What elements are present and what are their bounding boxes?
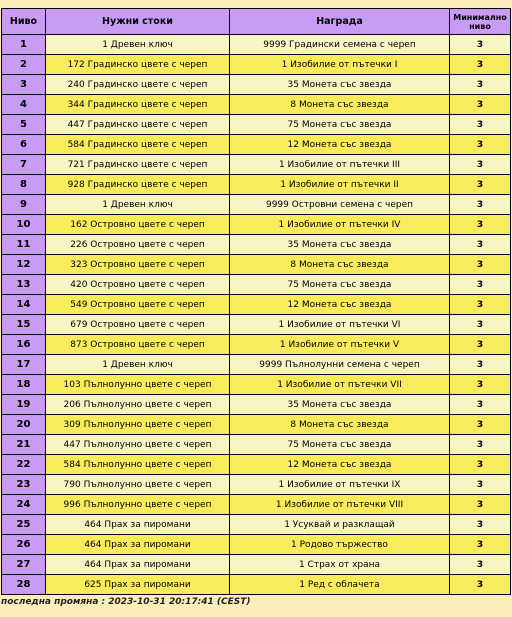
table-row — [2, 255, 511, 275]
reward-cell: 1 Изобилие от пътечки III — [230, 155, 450, 175]
table-header-row — [2, 9, 511, 35]
level-cell: 26 — [2, 535, 46, 555]
table-row — [2, 455, 511, 475]
table-row — [2, 575, 511, 595]
min-level-cell: 3 — [450, 95, 511, 115]
items-cell: 344 Градинско цвете с череп — [46, 95, 230, 115]
reward-cell: 8 Монета със звезда — [230, 95, 450, 115]
level-cell: 7 — [2, 155, 46, 175]
level-cell: 25 — [2, 515, 46, 535]
table-row — [2, 535, 511, 555]
table-row — [2, 175, 511, 195]
min-level-cell: 3 — [450, 435, 511, 455]
min-level-cell: 3 — [450, 415, 511, 435]
reward-cell: 1 Изобилие от пътечки IX — [230, 475, 450, 495]
reward-cell: 1 Изобилие от пътечки II — [230, 175, 450, 195]
min-level-cell: 3 — [450, 55, 511, 75]
table-row — [2, 135, 511, 155]
table-row — [2, 415, 511, 435]
level-cell: 13 — [2, 275, 46, 295]
min-level-cell: 3 — [450, 175, 511, 195]
level-cell: 27 — [2, 555, 46, 575]
level-cell: 24 — [2, 495, 46, 515]
items-cell: 162 Островно цвете с череп — [46, 215, 230, 235]
reward-cell: 75 Монета със звезда — [230, 275, 450, 295]
level-cell: 23 — [2, 475, 46, 495]
items-cell: 464 Прах за пиромани — [46, 535, 230, 555]
table-row — [2, 375, 511, 395]
items-cell: 226 Островно цвете с череп — [46, 235, 230, 255]
level-cell: 1 — [2, 35, 46, 55]
level-cell: 14 — [2, 295, 46, 315]
table-row — [2, 555, 511, 575]
table-row — [2, 355, 511, 375]
reward-cell: 9999 Пълнолунни семена с череп — [230, 355, 450, 375]
reward-cell: 8 Монета със звезда — [230, 415, 450, 435]
items-cell: 323 Островно цвете с череп — [46, 255, 230, 275]
min-level-cell: 3 — [450, 375, 511, 395]
min-level-cell: 3 — [450, 515, 511, 535]
table-row — [2, 215, 511, 235]
min-level-cell: 3 — [450, 75, 511, 95]
items-cell: 790 Пълнолунно цвете с череп — [46, 475, 230, 495]
level-cell: 19 — [2, 395, 46, 415]
table-row — [2, 335, 511, 355]
level-cell: 18 — [2, 375, 46, 395]
reward-cell: 1 Изобилие от пътечки VI — [230, 315, 450, 335]
table-row — [2, 55, 511, 75]
level-cell: 22 — [2, 455, 46, 475]
reward-cell: 1 Родово тържество — [230, 535, 450, 555]
items-cell: 584 Градинско цвете с череп — [46, 135, 230, 155]
reward-cell: 1 Изобилие от пътечки VII — [230, 375, 450, 395]
level-cell: 20 — [2, 415, 46, 435]
level-cell: 2 — [2, 55, 46, 75]
min-level-cell: 3 — [450, 155, 511, 175]
table-row — [2, 435, 511, 455]
items-cell: 928 Градинско цвете с череп — [46, 175, 230, 195]
table-row — [2, 275, 511, 295]
items-cell: 420 Островно цвете с череп — [46, 275, 230, 295]
items-cell: 549 Островно цвете с череп — [46, 295, 230, 315]
min-level-cell: 3 — [450, 395, 511, 415]
items-cell: 206 Пълнолунно цвете с череп — [46, 395, 230, 415]
items-cell: 447 Пълнолунно цвете с череп — [46, 435, 230, 455]
level-cell: 12 — [2, 255, 46, 275]
level-cell: 21 — [2, 435, 46, 455]
table-row — [2, 315, 511, 335]
level-cell: 10 — [2, 215, 46, 235]
min-level-cell: 3 — [450, 355, 511, 375]
min-level-cell: 3 — [450, 335, 511, 355]
reward-cell: 1 Страх от храна — [230, 555, 450, 575]
min-level-cell: 3 — [450, 535, 511, 555]
min-level-cell: 3 — [450, 115, 511, 135]
level-cell: 4 — [2, 95, 46, 115]
table-row — [2, 295, 511, 315]
items-cell: 464 Прах за пиромани — [46, 515, 230, 535]
level-cell: 16 — [2, 335, 46, 355]
table-row — [2, 35, 511, 55]
reward-cell: 1 Изобилие от пътечки VIII — [230, 495, 450, 515]
levels-table — [1, 8, 511, 595]
table-row — [2, 115, 511, 135]
level-cell: 17 — [2, 355, 46, 375]
last-modified-footer: последна промяна : 2023-10-31 20:17:41 (CEST) — [1, 597, 251, 607]
reward-cell: 35 Монета със звезда — [230, 395, 450, 415]
reward-cell: 1 Изобилие от пътечки I — [230, 55, 450, 75]
table-row — [2, 155, 511, 175]
items-cell: 172 Градинско цвете с череп — [46, 55, 230, 75]
table-body — [2, 35, 511, 595]
items-cell: 103 Пълнолунно цвете с череп — [46, 375, 230, 395]
level-cell: 5 — [2, 115, 46, 135]
reward-cell: 12 Монета със звезда — [230, 135, 450, 155]
reward-cell: 1 Изобилие от пътечки IV — [230, 215, 450, 235]
items-cell: 240 Градинско цвете с череп — [46, 75, 230, 95]
min-level-cell: 3 — [450, 495, 511, 515]
table-row — [2, 75, 511, 95]
reward-cell: 75 Монета със звезда — [230, 115, 450, 135]
items-cell: 1 Древен ключ — [46, 35, 230, 55]
items-cell: 721 Градинско цвете с череп — [46, 155, 230, 175]
reward-cell: 12 Монета със звезда — [230, 455, 450, 475]
min-level-cell: 3 — [450, 255, 511, 275]
reward-cell: 35 Монета със звезда — [230, 235, 450, 255]
min-level-cell: 3 — [450, 455, 511, 475]
min-level-cell: 3 — [450, 215, 511, 235]
items-cell: 679 Островно цвете с череп — [46, 315, 230, 335]
items-cell: 625 Прах за пиромани — [46, 575, 230, 595]
min-level-cell: 3 — [450, 235, 511, 255]
level-cell: 11 — [2, 235, 46, 255]
min-level-cell: 3 — [450, 275, 511, 295]
table-row — [2, 395, 511, 415]
reward-cell: 75 Монета със звезда — [230, 435, 450, 455]
level-cell: 28 — [2, 575, 46, 595]
items-cell: 996 Пълнолунно цвете с череп — [46, 495, 230, 515]
reward-cell: 8 Монета със звезда — [230, 255, 450, 275]
reward-cell: 9999 Островни семена с череп — [230, 195, 450, 215]
min-level-cell: 3 — [450, 555, 511, 575]
min-level-cell: 3 — [450, 575, 511, 595]
level-cell: 8 — [2, 175, 46, 195]
level-cell: 3 — [2, 75, 46, 95]
table-row — [2, 95, 511, 115]
reward-cell: 35 Монета със звезда — [230, 75, 450, 95]
reward-cell: 1 Усуквай и разклащай — [230, 515, 450, 535]
reward-cell: 12 Монета със звезда — [230, 295, 450, 315]
min-level-cell: 3 — [450, 35, 511, 55]
min-level-cell: 3 — [450, 195, 511, 215]
header-reward: Награда — [230, 9, 450, 35]
min-level-cell: 3 — [450, 315, 511, 335]
items-cell: 309 Пълнолунно цвете с череп — [46, 415, 230, 435]
level-cell: 6 — [2, 135, 46, 155]
header-items: Нужни стоки — [46, 9, 230, 35]
reward-cell: 9999 Градински семена с череп — [230, 35, 450, 55]
header-level: Ниво — [2, 9, 46, 35]
items-cell: 584 Пълнолунно цвете с череп — [46, 455, 230, 475]
level-cell: 15 — [2, 315, 46, 335]
table-row — [2, 195, 511, 215]
items-cell: 1 Древен ключ — [46, 195, 230, 215]
items-cell: 464 Прах за пиромани — [46, 555, 230, 575]
items-cell: 447 Градинско цвете с череп — [46, 115, 230, 135]
level-cell: 9 — [2, 195, 46, 215]
header-min-level: Минимално ниво — [450, 9, 511, 35]
reward-cell: 1 Ред с облачета — [230, 575, 450, 595]
min-level-cell: 3 — [450, 475, 511, 495]
reward-cell: 1 Изобилие от пътечки V — [230, 335, 450, 355]
table-row — [2, 235, 511, 255]
table-row — [2, 495, 511, 515]
table-row — [2, 475, 511, 495]
table-row — [2, 515, 511, 535]
min-level-cell: 3 — [450, 295, 511, 315]
items-cell: 873 Островно цвете с череп — [46, 335, 230, 355]
min-level-cell: 3 — [450, 135, 511, 155]
items-cell: 1 Древен ключ — [46, 355, 230, 375]
